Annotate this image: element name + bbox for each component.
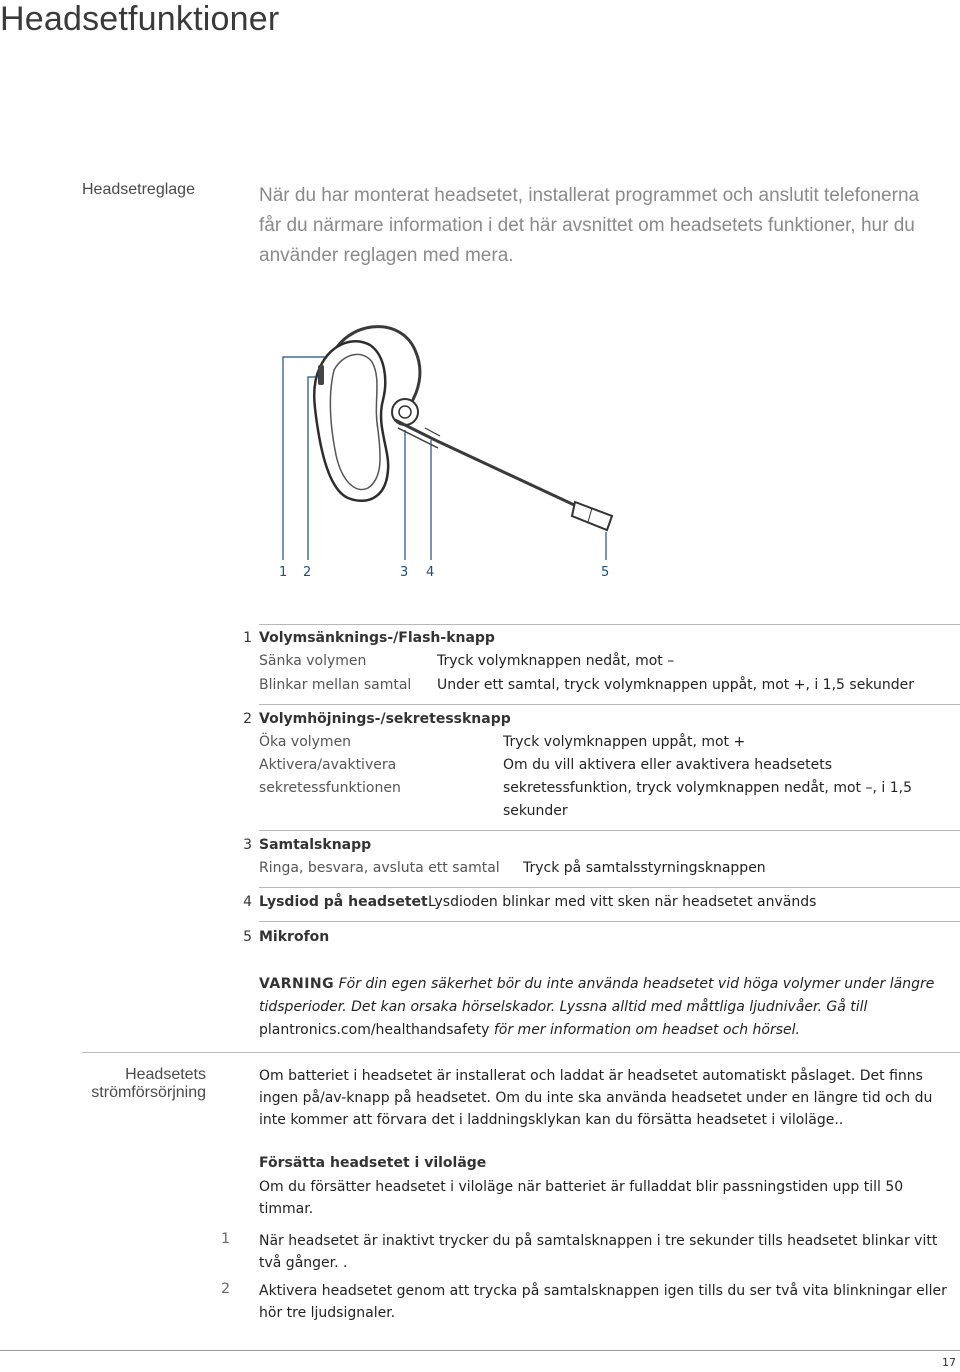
- control-title: Volymsänknings-/Flash-knapp: [259, 630, 495, 646]
- control-row-label: sekretessfunktionen: [259, 780, 401, 796]
- callout-4: 4: [426, 565, 435, 580]
- control-row-text: Tryck volymknappen uppåt, mot +: [503, 734, 746, 750]
- warning-link[interactable]: plantronics.com/healthandsafety: [259, 1022, 490, 1038]
- control-number: 3: [243, 837, 252, 853]
- callout-1: 1: [279, 565, 288, 580]
- callout-3: 3: [400, 565, 409, 580]
- control-row-text: Tryck volymknappen nedåt, mot –: [437, 653, 675, 669]
- sleep-title: Försätta headsetet i viloläge: [259, 1155, 487, 1171]
- control-number: 1: [243, 630, 252, 646]
- headset-diagram: [270, 310, 630, 600]
- step-text: Aktivera headsetet genom att trycka på samtalsknappen igen tills du ser två vita blinkningar eller hör tre ljudsignaler.: [259, 1283, 947, 1321]
- control-row-text: Lysdioden blinkar med vitt sken när headsetet används: [428, 894, 817, 910]
- step-number: 2: [221, 1281, 230, 1297]
- divider: [259, 624, 960, 625]
- footer-rule: [0, 1350, 960, 1351]
- warning-box: [259, 973, 949, 1042]
- control-row-text: Om du vill aktivera eller avaktivera headsetets: [503, 757, 833, 773]
- warning-label: VARNING: [259, 976, 335, 992]
- control-title: Lysdiod på headsetet: [259, 894, 428, 910]
- section-divider: [82, 1052, 960, 1053]
- step-text: När headsetet är inaktivt trycker du på samtalsknappen i tre sekunder tills headsetet blinkar vitt två gånger. .: [259, 1233, 938, 1271]
- warning-text: För din egen säkerhet bör du inte använda headsetet vid höga volymer under längre tidsperioder. Det kan orsaka hörselskador. Lyssna alltid med måttliga ljudnivåer. Gå till: [259, 976, 935, 1015]
- intro-text: När du har monterat headsetet, installerat programmet och anslutit telefonerna får du närmare information i det här avsnittet om headsetets funktioner, hur du använder reglagen med mera.: [259, 185, 920, 266]
- divider: [259, 887, 960, 888]
- boom-arm: [395, 420, 585, 510]
- control-row-text: sekretessfunktion, tryck volymknappen nedåt, mot –, i 1,5: [503, 780, 912, 796]
- microphone: [572, 502, 612, 530]
- control-row-label: Sänka volymen: [259, 653, 367, 669]
- control-row-text: sekunder: [503, 803, 568, 819]
- control-row-text: Under ett samtal, tryck volymknappen uppåt, mot +, i 1,5 sekunder: [437, 677, 914, 693]
- warning-text-end: för mer information om headset och hörsel.: [493, 1022, 800, 1038]
- control-row-label: Blinkar mellan samtal: [259, 677, 412, 693]
- page-title: Headsetfunktioner: [0, 0, 280, 38]
- volume-button: [318, 365, 324, 385]
- section-label-line: strömförsörjning: [91, 1084, 206, 1101]
- callout-5: 5: [601, 565, 610, 580]
- control-number: 2: [243, 711, 252, 727]
- section-label-power: [30, 1066, 206, 1102]
- control-title: Volymhöjnings-/sekretessknapp: [259, 711, 511, 727]
- control-row-label: Aktivera/avaktivera: [259, 757, 397, 773]
- section-label-headsetreglage: Headsetreglage: [82, 181, 195, 198]
- control-number: 5: [243, 929, 252, 945]
- control-title: Mikrofon: [259, 929, 330, 945]
- power-paragraph: Om batteriet i headsetet är installerat och laddat är headsetet automatiskt påslaget. Det finns ingen på/av-knapp på headsetet. Om du inte ska använda headsetet under en längre tid och du inte kommer att förvara det i laddningsklykan kan du försätta headsetet i viloläge..: [259, 1068, 933, 1128]
- divider: [259, 830, 960, 831]
- control-row-text: Tryck på samtalsstyrningsknappen: [523, 860, 766, 876]
- control-title: Samtalsknapp: [259, 837, 372, 853]
- step-number: 1: [221, 1231, 230, 1247]
- divider: [259, 921, 960, 922]
- divider: [259, 704, 960, 705]
- callout-2: 2: [303, 565, 312, 580]
- control-row-label: Öka volymen: [259, 734, 352, 750]
- page-number: 17: [942, 1356, 956, 1369]
- control-row-label: Ringa, besvara, avsluta ett samtal: [259, 860, 500, 876]
- control-number: 4: [243, 894, 252, 910]
- sleep-text: Om du försätter headsetet i viloläge när batteriet är fulladdat blir passningstiden upp till 50 timmar.: [259, 1179, 904, 1217]
- section-label-line: Headsetets: [125, 1066, 206, 1083]
